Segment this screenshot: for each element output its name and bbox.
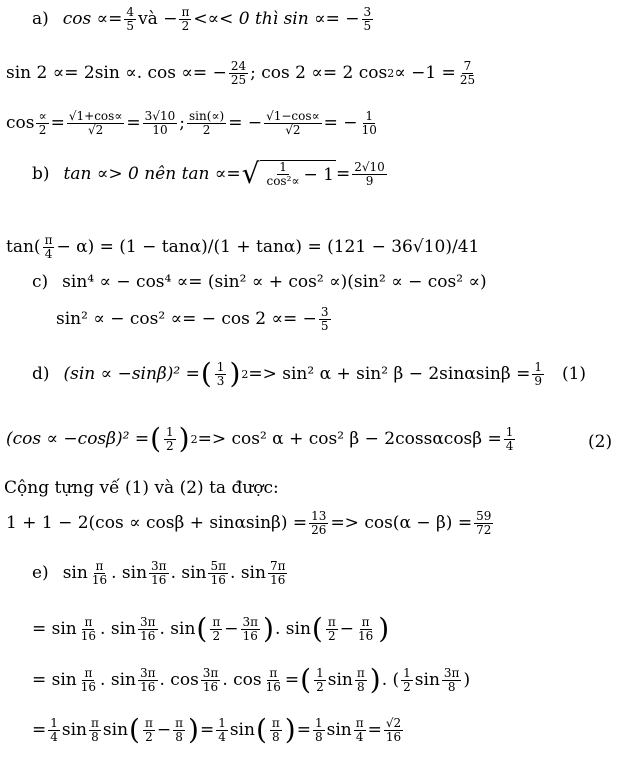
fraction: $\frac{24}{25}$	[230, 59, 247, 87]
text: =	[284, 670, 300, 690]
text: )	[463, 670, 471, 690]
text: = −	[323, 113, 358, 134]
line-e4	[32, 713, 405, 746]
label-e: e)	[32, 563, 49, 584]
fraction: $\frac{1}{4}$	[50, 715, 58, 744]
paren: )	[378, 612, 390, 645]
label-d: d)	[32, 364, 50, 384]
fraction: $\frac{3\pi}{8}$	[443, 665, 460, 694]
paren: )	[188, 713, 199, 746]
text: sin	[61, 720, 88, 740]
text: . (	[381, 670, 400, 690]
fraction: $\frac{\pi}{16}$	[80, 665, 97, 694]
fraction: $\frac{\pi}{16}$	[80, 614, 97, 643]
text: =	[336, 164, 351, 184]
fraction: $\frac{\propto}{2}$	[38, 109, 47, 137]
text: tan(	[6, 237, 41, 258]
fraction: $\frac{3√10}{10}$	[144, 109, 176, 137]
equation-tag: (1)	[561, 364, 587, 384]
text: =	[367, 720, 382, 740]
fraction: $\frac{1}{9}$	[534, 359, 542, 388]
fraction: $\frac{3\pi}{16}$	[151, 559, 167, 587]
text: sin	[62, 563, 88, 584]
paren: (	[129, 713, 140, 746]
text: = −	[228, 113, 263, 134]
text: 1 + 1 − 2(cos ∝ cosβ + sinαsinβ) =	[6, 513, 308, 534]
line-c1	[32, 272, 487, 292]
fraction: $\frac{\pi}{2}$	[181, 5, 190, 33]
exponent: 2	[190, 432, 198, 446]
line-sum-eq	[6, 510, 495, 536]
fraction: $\frac{1}{8}$	[314, 715, 323, 744]
fraction: $\frac{5\pi}{16}$	[210, 559, 227, 587]
text: Cộng tựng vế (1) và (2) ta được:	[4, 478, 279, 498]
fraction: $\frac{\pi}{8}$	[271, 715, 280, 744]
text: sin⁴ ∝ − cos⁴ ∝= (sin² ∝ + cos² ∝)(sin² ∝ − cos² ∝)	[62, 272, 487, 292]
paren: (	[311, 612, 323, 645]
fraction: $\frac{7\pi}{16}$	[269, 559, 286, 587]
text: tan ∝> 0 nên tan ∝=	[63, 164, 241, 184]
text: =	[126, 113, 141, 134]
text: sin	[326, 720, 352, 740]
text: => sin² α + sin² β − 2sinαsinβ =	[248, 364, 531, 384]
fraction: $\frac{1}{4}$	[505, 424, 514, 453]
line-sum-text	[4, 478, 279, 498]
fraction: $\frac{13}{26}$	[311, 509, 327, 537]
text: sin	[229, 720, 255, 740]
text: . sin	[111, 563, 148, 584]
fraction: $\frac{1}{2}$	[166, 424, 174, 453]
paren: (	[255, 713, 267, 746]
fraction: $\frac{\pi}{8}$	[356, 665, 365, 694]
line-e3	[32, 663, 471, 696]
paren: (	[150, 422, 162, 455]
line-sin2a	[6, 60, 479, 86]
text: ; cos 2 ∝= 2 cos	[250, 63, 388, 84]
line-cos-half	[6, 110, 381, 136]
text: (cos ∝ −cosβ)² =	[6, 429, 150, 449]
text: =	[296, 720, 311, 740]
text: => cos(α − β) =	[330, 513, 473, 534]
label-a: a)	[32, 9, 49, 30]
text: − 1	[303, 164, 334, 185]
paren: )	[229, 357, 241, 390]
text: sin² ∝ − cos² ∝= − cos 2 ∝= −	[56, 309, 317, 330]
fraction: $\frac{\pi}{2}$	[212, 614, 221, 643]
fraction: $\frac{√1+\cos\propto}{√2}$	[68, 109, 123, 137]
text: . cos	[159, 670, 199, 690]
line-a	[32, 6, 375, 32]
fraction: $\frac{1}{\text{cos²∝}}$	[266, 160, 300, 188]
fraction: $\frac{\pi}{16}$	[91, 559, 108, 587]
text: cos	[6, 113, 35, 134]
fraction: $\frac{\pi}{2}$	[144, 715, 153, 744]
paren: (	[196, 612, 208, 645]
text: (sin ∝ −sinβ)² =	[63, 364, 200, 384]
text: <∝< 0 thì sin ∝= −	[193, 9, 360, 30]
fraction: $\frac{3}{5}$	[320, 305, 329, 333]
fraction: $\frac{1}{4}$	[218, 715, 226, 744]
sqrt-sign: √	[241, 157, 260, 190]
text: cos ∝=	[62, 9, 123, 30]
line-b	[32, 157, 389, 190]
text: =	[199, 720, 215, 740]
fraction: $\frac{3\pi}{16}$	[202, 665, 219, 694]
text: . sin	[274, 619, 311, 639]
fraction: $\frac{7}{25}$	[459, 59, 476, 87]
minus: −	[156, 720, 172, 740]
fraction: $\frac{√1-\cos\propto}{√2}$	[266, 109, 320, 137]
fraction: $\frac{2√10}{9}$	[354, 159, 385, 188]
fraction: $\frac{3\pi}{16}$	[242, 614, 259, 643]
fraction: $\frac{\pi}{8}$	[175, 715, 183, 744]
exponent: 2	[387, 66, 395, 80]
fraction: $\frac{1}{3}$	[216, 359, 225, 388]
label-c: c)	[32, 272, 49, 292]
fraction: $\frac{√2}{16}$	[385, 715, 402, 744]
fraction: $\frac{\pi}{2}$	[327, 614, 336, 643]
text: =	[50, 113, 65, 134]
paren: (	[200, 357, 212, 390]
line-cos-diff	[6, 422, 517, 455]
paren: )	[263, 612, 274, 645]
sqrt-body	[260, 160, 336, 187]
minus: −	[224, 619, 239, 639]
fraction: $\frac{\pi}{16}$	[357, 614, 374, 643]
paren: )	[284, 713, 296, 746]
equation-tag: (2)	[588, 432, 613, 452]
fraction: $\frac{1}{10}$	[361, 109, 377, 137]
text: . sin	[100, 619, 136, 639]
line-tan	[6, 234, 479, 260]
text: − α) = (1 − tanα)/(1 + tanα) = (121 − 36√10)/41	[56, 237, 480, 258]
equation-tag-2	[588, 432, 612, 452]
fraction: $\frac{3\pi}{16}$	[139, 665, 156, 694]
text: . sin	[170, 563, 207, 584]
text: => cos² α + cos² β − 2cossαcosβ =	[197, 429, 502, 449]
fraction: $\frac{59}{72}$	[476, 509, 492, 537]
text: sin	[327, 670, 353, 690]
paren: (	[300, 663, 312, 696]
line-c2	[56, 306, 333, 332]
fraction: $\frac{1}{2}$	[403, 665, 411, 694]
fraction: $\frac{1}{2}$	[316, 665, 324, 694]
text: . sin	[159, 619, 196, 639]
fraction: $\frac{\pi}{16}$	[265, 665, 281, 694]
text: . sin	[230, 563, 266, 584]
fraction: $\frac{4}{5}$	[126, 5, 135, 33]
text: và −	[138, 9, 178, 30]
text: ∝ −1 =	[394, 63, 456, 84]
text: sin	[102, 720, 129, 740]
line-d	[32, 357, 587, 390]
paren: )	[369, 663, 381, 696]
fraction: $\frac{\pi}{4}$	[355, 715, 364, 744]
text: sin 2 ∝= 2sin ∝. cos ∝= −	[6, 63, 227, 84]
exponent: 2	[241, 367, 249, 381]
line-e1	[32, 560, 289, 586]
text: sin	[414, 670, 440, 690]
fraction: $\frac{\sin(\propto)}{2}$	[188, 109, 225, 137]
text: = sin	[32, 670, 77, 690]
paren: )	[178, 422, 190, 455]
text: . cos	[222, 670, 262, 690]
fraction: $\frac{\pi}{4}$	[44, 233, 53, 261]
fraction: $\frac{3\pi}{16}$	[139, 614, 156, 643]
text: = sin	[32, 619, 77, 639]
text: . sin	[100, 670, 136, 690]
line-e2	[32, 612, 390, 645]
text: =	[32, 720, 47, 740]
minus: −	[339, 619, 354, 639]
fraction: $\frac{3}{5}$	[363, 5, 372, 33]
label-b: b)	[32, 164, 50, 184]
text: ;	[179, 113, 185, 134]
fraction: $\frac{\pi}{8}$	[91, 715, 99, 744]
